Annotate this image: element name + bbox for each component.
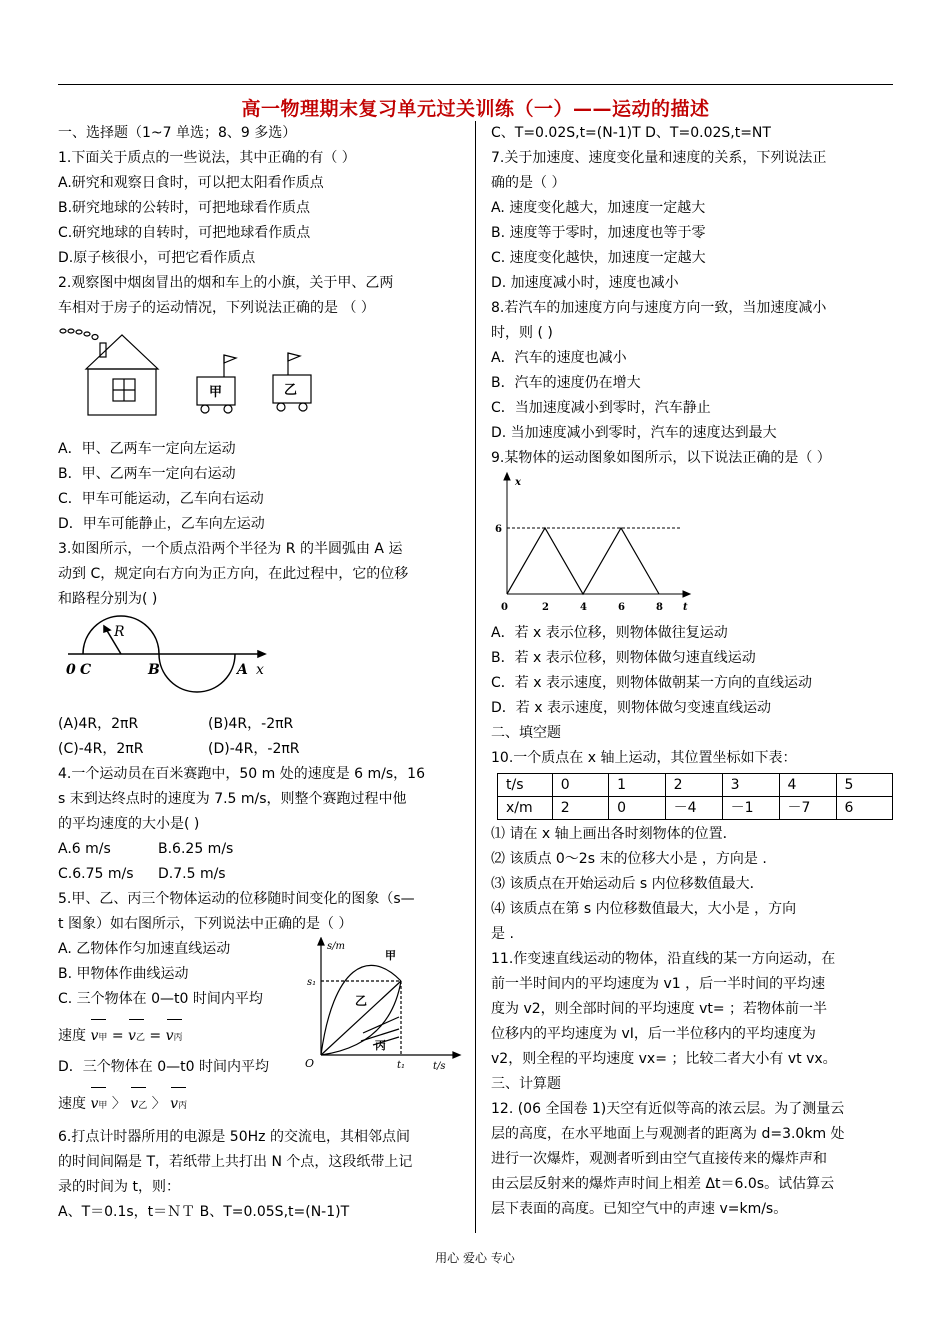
house-cars-figure bbox=[58, 321, 338, 437]
page-footer: 用心 爱心 专心 bbox=[435, 1251, 515, 1265]
table-row bbox=[498, 797, 893, 820]
question-10 bbox=[491, 746, 893, 947]
question-stem: 前一半时间内的平均速度为 v1 ，后一半时间的平均速 bbox=[491, 976, 826, 992]
question-stem: 9.某物体的运动图象如图所示，以下说法正确的是（ ） bbox=[491, 450, 831, 466]
subscript: 丙 bbox=[178, 1101, 188, 1111]
avg-velocity-symbol bbox=[90, 1024, 107, 1051]
table-cell: 4 bbox=[779, 774, 836, 797]
option: C．若 x 表示速度，则物体做朝某一方向的直线运动 bbox=[491, 675, 812, 691]
semicircle-path-figure bbox=[58, 612, 288, 712]
x-tick: 2 bbox=[542, 602, 549, 613]
relation-symbol: = bbox=[111, 1028, 124, 1044]
option: A.研究和观察日食时，可以把太阳看作质点 bbox=[58, 175, 324, 191]
option: D. 当加速度减小到零时，汽车的速度达到最大 bbox=[491, 425, 777, 441]
avg-velocity-symbol bbox=[90, 1092, 107, 1119]
table-cell: －1 bbox=[722, 797, 779, 820]
y-tick-6: 6 bbox=[495, 524, 502, 535]
question-stem: 3.如图所示，一个质点沿两个半径为 R 的半圆弧由 A 运 bbox=[58, 541, 403, 557]
question-2 bbox=[58, 271, 462, 537]
s1-label: s₁ bbox=[307, 977, 317, 988]
question-9 bbox=[491, 446, 893, 721]
option-row bbox=[58, 737, 462, 762]
sub-question: 是 . bbox=[491, 926, 514, 942]
option-velocity-line bbox=[58, 1092, 298, 1119]
question-stem: 层的高度，在水平地面上与观测者的距离为 d=3.0km 处 bbox=[491, 1126, 845, 1142]
question-12 bbox=[491, 1097, 893, 1222]
axis-t-label: t/s bbox=[433, 1061, 446, 1072]
option: B.6.25 m/s bbox=[158, 841, 234, 857]
option: (B)4R，-2πR bbox=[208, 716, 294, 732]
option: (D)-4R，-2πR bbox=[208, 741, 300, 757]
question-stem: t 图象）如右图所示，下列说法中正确的是（ ） bbox=[58, 916, 353, 932]
table-cell: t/s bbox=[498, 774, 553, 797]
table-cell: 0 bbox=[552, 774, 608, 797]
question-stem: 4.一个运动员在百米赛跑中，50 m 处的速度是 6 m/s，16 bbox=[58, 766, 425, 782]
header-rule bbox=[58, 84, 893, 85]
question-stem: 由云层反射来的爆炸声时间上相差 Δt＝6.0s。试估算云 bbox=[491, 1176, 835, 1192]
subscript: 甲 bbox=[98, 1033, 108, 1043]
option: C．甲车可能运动，乙车向右运动 bbox=[58, 491, 264, 507]
option: B. 甲物体作曲线运动 bbox=[58, 966, 189, 982]
point-b-label: B bbox=[148, 662, 160, 678]
option: A.6 m/s bbox=[58, 841, 111, 857]
car-yi-label: 乙 bbox=[284, 383, 298, 398]
section-heading: 三、计算题 bbox=[491, 1076, 561, 1092]
x-tick: 8 bbox=[656, 602, 663, 613]
question-stem: 度为 v2，则全部时间的平均速度 vt= ；若物体前一半 bbox=[491, 1001, 828, 1017]
subscript: 丙 bbox=[173, 1033, 183, 1043]
v-symbol: v bbox=[170, 1096, 179, 1112]
question-3 bbox=[58, 537, 462, 762]
question-stem: 11.作变速直线运动的物体，沿直线的某一方向运动，在 bbox=[491, 951, 836, 967]
option: B．甲、乙两车一定向右运动 bbox=[58, 466, 236, 482]
sub-question: ⑷ 该质点在第 s 内位移数值最大，大小是 ，方向 bbox=[491, 901, 797, 917]
curve-bing-label: 丙 bbox=[375, 1039, 386, 1052]
question-stem: 1.下面关于质点的一些说法，其中正确的有（ ） bbox=[58, 150, 356, 166]
point-c-label: C bbox=[80, 662, 92, 678]
subscript: 甲 bbox=[98, 1101, 108, 1111]
right-column bbox=[491, 121, 893, 1222]
option: D．甲车可能静止，乙车向左运动 bbox=[58, 516, 265, 532]
question-stem: s 末到达终点时的速度为 7.5 m/s，则整个赛跑过程中他 bbox=[58, 791, 407, 807]
relation-symbol: 〉 bbox=[111, 1096, 126, 1112]
question-5-body bbox=[58, 937, 462, 1119]
question-stem: 和路程分别为( ) bbox=[58, 591, 158, 607]
question-stem: 动到 C，规定向右方向为正方向，在此过程中，它的位移 bbox=[58, 566, 409, 582]
table-cell: 1 bbox=[609, 774, 665, 797]
question-stem: 6.打点计时器所用的电源是 50Hz 的交流电，其相邻点间 bbox=[58, 1129, 410, 1145]
sub-question: ⑴ 请在 x 轴上画出各时刻物体的位置． bbox=[491, 826, 737, 842]
axis-s-label: s/m bbox=[327, 941, 345, 952]
question-stem: 进行一次爆炸，观测者听到由空气直接传来的爆炸声和 bbox=[491, 1151, 827, 1167]
x-t-graph-figure bbox=[491, 471, 711, 621]
table-cell: －7 bbox=[779, 797, 836, 820]
option: A．甲、乙两车一定向左运动 bbox=[58, 441, 236, 457]
question-4 bbox=[58, 762, 462, 887]
question-8 bbox=[491, 296, 893, 446]
table-cell: 6 bbox=[836, 797, 892, 820]
origin-label: 0 bbox=[66, 662, 76, 678]
left-column bbox=[58, 121, 462, 1225]
avg-velocity-symbol bbox=[166, 1024, 183, 1051]
option: C、T=0.02S,t=(N-1)T D、T=0.02S,t=NT bbox=[491, 125, 771, 141]
option: A、T＝0.1s，t＝ＮＴ B、T=0.05S,t=(N-1)T bbox=[58, 1204, 350, 1220]
option: (A)4R，2πR bbox=[58, 716, 139, 732]
avg-velocity-symbol bbox=[130, 1092, 147, 1119]
table-cell: －4 bbox=[665, 797, 722, 820]
relation-symbol: 〉 bbox=[151, 1096, 166, 1112]
question-5-options bbox=[58, 937, 298, 1119]
option: C．当加速度减小到零时，汽车静止 bbox=[491, 400, 711, 416]
question-stem: 层下表面的高度。已知空气中的声速 v=km/s。 bbox=[491, 1201, 788, 1217]
question-stem: 确的是（ ） bbox=[491, 175, 566, 191]
option: A. 速度变化越大，加速度一定越大 bbox=[491, 200, 706, 216]
question-stem: 车相对于房子的运动情况，下列说法正确的是 （ ） bbox=[58, 300, 375, 316]
axis-x-label: x bbox=[256, 662, 264, 678]
option-row bbox=[58, 862, 462, 887]
option: C.研究地球的自转时，可把地球看作质点 bbox=[58, 225, 311, 241]
column-divider bbox=[475, 121, 476, 1233]
option-velocity-line bbox=[58, 1024, 298, 1051]
option: C. 速度变化越快，加速度一定越大 bbox=[491, 250, 706, 266]
option: D. 加速度减小时，速度也减小 bbox=[491, 275, 679, 291]
table-row bbox=[498, 774, 893, 797]
avg-velocity-symbol bbox=[170, 1092, 187, 1119]
question-stem: v2，则全程的平均速度 vx= ；比较二者大小有 vt vx。 bbox=[491, 1051, 837, 1067]
option-text: 速度 bbox=[58, 1028, 86, 1044]
t1-label: t₁ bbox=[397, 1060, 406, 1071]
x-tick: 6 bbox=[618, 602, 625, 613]
table-cell: x/m bbox=[498, 797, 553, 820]
option: D.7.5 m/s bbox=[158, 866, 226, 882]
question-7 bbox=[491, 146, 893, 296]
question-stem: 5.甲、乙、丙三个物体运动的位移随时间变化的图象（s— bbox=[58, 891, 415, 907]
question-stem: 时，则 ( ) bbox=[491, 325, 553, 341]
question-5 bbox=[58, 887, 462, 1119]
option: B．若 x 表示位移，则物体做匀速直线运动 bbox=[491, 650, 756, 666]
sub-question: ⑵ 该质点 0～2s 末的位移大小是 ，方向是 . bbox=[491, 851, 767, 867]
option: B. 速度等于零时，加速度也等于零 bbox=[491, 225, 706, 241]
v-symbol: v bbox=[128, 1028, 136, 1044]
table-cell: 3 bbox=[722, 774, 779, 797]
curve-yi-label: 乙 bbox=[355, 994, 368, 1008]
option: (C)-4R，2πR bbox=[58, 741, 144, 757]
table-cell: 2 bbox=[665, 774, 722, 797]
s-t-graph-figure bbox=[303, 937, 463, 1072]
option: B．汽车的速度仍在增大 bbox=[491, 375, 641, 391]
radius-label: R bbox=[114, 624, 125, 640]
table-cell: 5 bbox=[836, 774, 892, 797]
position-table bbox=[497, 773, 893, 820]
question-stem: 8.若汽车的加速度方向与速度方向一致，当加速度减小 bbox=[491, 300, 827, 316]
table-cell: 2 bbox=[552, 797, 608, 820]
subscript: 乙 bbox=[135, 1033, 145, 1043]
x-tick: 4 bbox=[580, 602, 587, 613]
v-symbol: v bbox=[165, 1028, 174, 1044]
question-stem: 7.关于加速度、速度变化量和速度的关系，下列说法正 bbox=[491, 150, 827, 166]
relation-symbol: = bbox=[149, 1028, 162, 1044]
axis-t-label: t bbox=[683, 602, 688, 613]
option-row bbox=[58, 712, 462, 737]
table-cell: 0 bbox=[609, 797, 665, 820]
page-title: 高一物理期末复习单元过关训练（一）——运动的描述 bbox=[241, 98, 710, 120]
option: C.6.75 m/s bbox=[58, 866, 134, 882]
v-symbol: v bbox=[90, 1028, 99, 1044]
subscript: 乙 bbox=[138, 1101, 148, 1111]
question-stem: 录的时间为 t，则： bbox=[58, 1179, 180, 1195]
curve-jia-label: 甲 bbox=[385, 949, 396, 962]
option-row bbox=[58, 837, 462, 862]
v-symbol: v bbox=[90, 1096, 99, 1112]
option: D．若 x 表示速度，则物体做匀变速直线运动 bbox=[491, 700, 771, 716]
question-11 bbox=[491, 947, 893, 1072]
option: C. 三个物体在 0—t0 时间内平均 bbox=[58, 991, 263, 1007]
section-heading: 一、选择题（1~7 单选；8、9 多选） bbox=[58, 125, 297, 141]
option: B.研究地球的公转时，可把地球看作质点 bbox=[58, 200, 311, 216]
option: D.原子核很小，可把它看作质点 bbox=[58, 250, 256, 266]
x-tick: 0 bbox=[501, 602, 508, 613]
question-stem: 10.一个质点在 x 轴上运动，其位置坐标如下表： bbox=[491, 750, 797, 766]
option: A. 乙物体作匀加速直线运动 bbox=[58, 941, 231, 957]
origin-label: O bbox=[305, 1057, 315, 1070]
question-stem: 位移内的平均速度为 vⅠ，后一半位移内的平均速度为 bbox=[491, 1026, 816, 1042]
sub-question: ⑶ 该质点在开始运动后 s 内位移数值最大． bbox=[491, 876, 764, 892]
point-a-label: A bbox=[237, 662, 248, 678]
question-stem: 的平均速度的大小是( ) bbox=[58, 816, 200, 832]
question-stem: 的时间间隔是 T，若纸带上共打出 N 个点，这段纸带上记 bbox=[58, 1154, 413, 1170]
option: D．三个物体在 0—t0 时间内平均 bbox=[58, 1059, 269, 1075]
option: A．汽车的速度也减小 bbox=[491, 350, 627, 366]
question-stem: 12. (06 全国卷 1)天空有近似等高的浓云层。为了测量云 bbox=[491, 1101, 845, 1117]
question-6 bbox=[58, 1125, 462, 1225]
question-1 bbox=[58, 146, 462, 271]
car-jia-label: 甲 bbox=[209, 385, 223, 400]
option: A．若 x 表示位移，则物体做往复运动 bbox=[491, 625, 728, 641]
option-text: 速度 bbox=[58, 1096, 86, 1112]
avg-velocity-symbol bbox=[128, 1024, 145, 1051]
v-symbol: v bbox=[130, 1096, 139, 1112]
question-stem: 2.观察图中烟囱冒出的烟和车上的小旗，关于甲、乙两 bbox=[58, 275, 394, 291]
section-heading: 二、填空题 bbox=[491, 725, 561, 741]
axis-x-label: x bbox=[515, 477, 521, 488]
